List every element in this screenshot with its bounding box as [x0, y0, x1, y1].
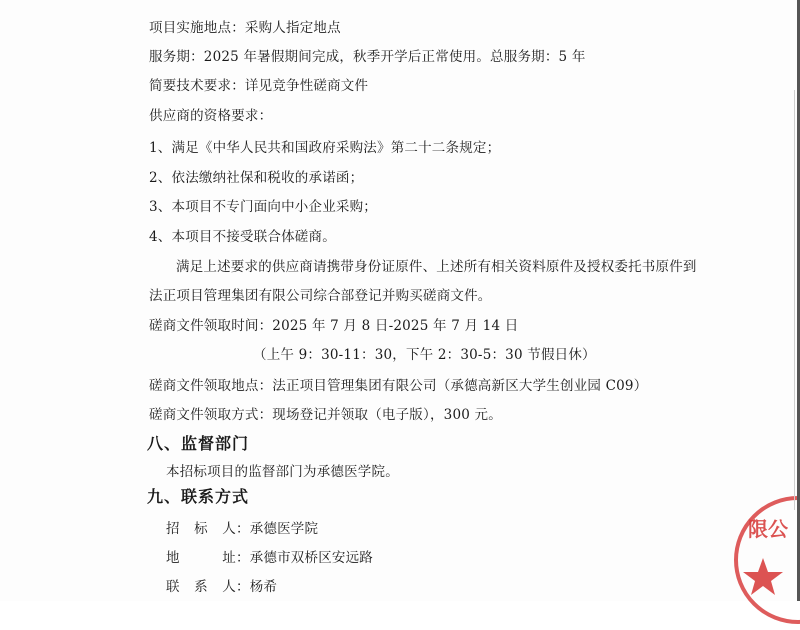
address-label: 地 址 [166, 550, 236, 566]
collection-location: 磋商文件领取地点：法正项目管理集团有限公司（承德高新区大学生创业园 C09） [149, 378, 648, 394]
company-seal-stamp [728, 490, 800, 630]
collection-hours: （上午 9：30-11：30，下午 2：30-5：30 节假日休） [253, 347, 596, 363]
qualification-item-3: 3、本项目不专门面向中小企业采购； [149, 199, 377, 215]
section-9-title: 九、联系方式 [147, 487, 250, 506]
seal-text: 限公 [748, 517, 788, 541]
collection-time: 磋商文件领取时间：2025 年 7 月 8 日-2025 年 7 月 14 日 [149, 318, 519, 334]
qualification-heading: 供应商的资格要求： [149, 108, 273, 124]
tenderer-row: 招 标 人：承德医学院 [166, 521, 319, 537]
contact-row: 联 系 人：杨希 [166, 579, 278, 595]
qualification-item-2: 2、依法缴纳社保和税收的承诺函； [149, 170, 364, 186]
qualification-item-4: 4、本项目不接受联合体磋商。 [149, 229, 336, 245]
technical-requirements: 简要技术要求：详见竞争性磋商文件 [149, 78, 369, 94]
service-period: 服务期：2025 年暑假期间完成，秋季开学后正常使用。总服务期：5 年 [149, 49, 586, 65]
tenderer-value: 承德医学院 [249, 521, 319, 537]
page-edge-shadow [794, 90, 795, 510]
purchase-instruction: 满足上述要求的供应商请携带身份证原件、上述所有相关资料原件及授权委托书原件到 [176, 259, 697, 275]
contact-label: 联 系 人 [166, 579, 236, 595]
purchase-instruction-cont: 法正项目管理集团有限公司综合部登记并购买磋商文件。 [149, 288, 492, 304]
supervision-text: 本招标项目的监督部门为承德医学院。 [166, 464, 399, 480]
implementation-location: 项目实施地点：采购人指定地点 [149, 20, 341, 36]
collection-method: 磋商文件领取方式：现场登记并领取（电子版），300 元。 [149, 407, 502, 423]
address-row: 地 址：承德市双桥区安远路 [166, 550, 374, 566]
contact-value: 杨希 [249, 579, 278, 595]
address-value: 承德市双桥区安远路 [249, 550, 374, 566]
tenderer-label: 招 标 人 [166, 521, 236, 537]
qualification-item-1: 1、满足《中华人民共和国政府采购法》第二十二条规定； [149, 140, 501, 156]
seal-star-icon [743, 558, 783, 595]
section-8-title: 八、监督部门 [147, 434, 250, 453]
